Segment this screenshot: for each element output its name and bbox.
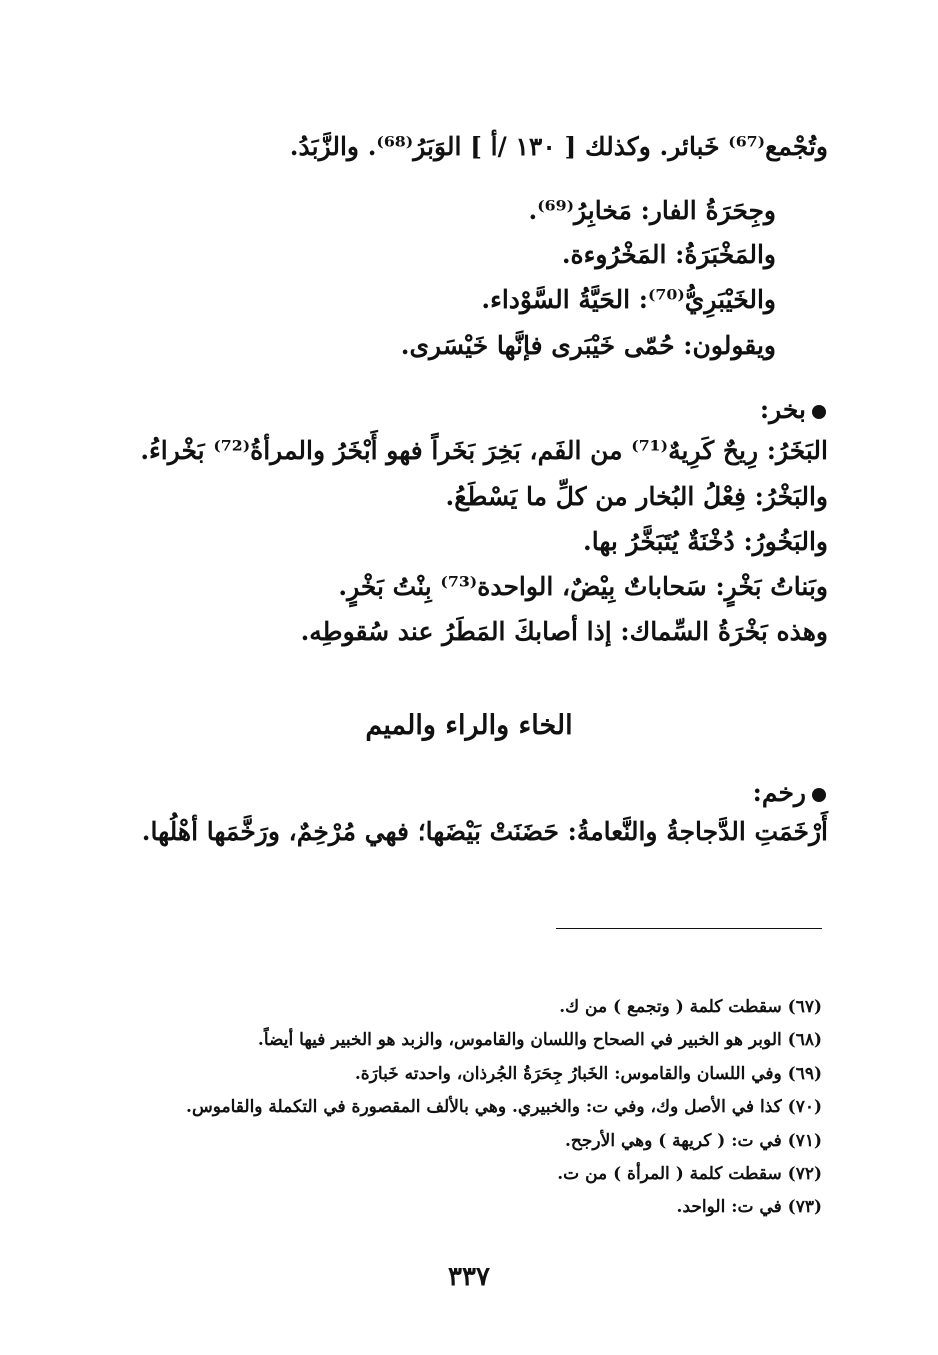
footnote-separator	[556, 928, 822, 929]
intro-line-2: وجِحَرَةُ الفار: مَخابِرُ⁽⁶⁹⁾.	[528, 196, 776, 225]
bakhr-line-5: وهذه بَخْرَةُ السِّماك: إذا أصابكَ المَطَرُ عند سُقوطِه.	[300, 617, 828, 646]
page-number: ٣٣٧	[448, 1262, 490, 1292]
footnote-72: (٧٢) سقطت كلمة ( المرأة ) من ت.	[557, 1164, 822, 1184]
footnote-70: (٧٠) كذا في الأصل وك، وفي ت: والخبيري. وهي بالألف المقصورة في التكملة والقاموس.	[186, 1097, 822, 1117]
entry-heading-rakhm: رخم:	[753, 778, 826, 807]
rakhm-line-1: أَرْخَمَتِ الدَّجاجةُ والنَّعامةُ: حَضَنَتْ بَيْضَها؛ فهي مُرْخِمٌ، ورَخَّمَها أهْلُها.	[141, 817, 828, 846]
bakhr-line-3: والبَخُورُ: دُخْنَةٌ يُتَبَخَّرُ بها.	[583, 527, 828, 556]
bullet-icon	[812, 788, 826, 802]
footnote-73: (٧٣) في ت: الواحد.	[676, 1197, 822, 1217]
footnote-71: (٧١) في ت: ( كريهة ) وهي الأرجح.	[565, 1131, 822, 1151]
intro-line-1: وتُجْمع⁽⁶⁷⁾ خَبائر. وكذلك [ ١٣٠ /أ ] الوَبَرُ⁽⁶⁸⁾. والزَّبَدُ.	[289, 132, 828, 161]
intro-line-4: والخَيْبَرِيُّ⁽⁷⁰⁾: الحَيَّةُ السَّوْداء.	[481, 285, 776, 314]
intro-line-3: والمَخْبَرَةُ: المَخْرُوءة.	[561, 240, 776, 269]
bakhr-line-1: البَخَرُ: رِيحٌ كَرِيهٌ⁽⁷¹⁾ من الفَم، بَخِرَ بَخَراً فهو أَبْخَرُ والمرأةُ⁽⁷²⁾ بَخْراءُ.	[140, 436, 828, 465]
bullet-icon	[812, 405, 826, 419]
bakhr-line-4: وبَناتُ بَخْرٍ: سَحاباتٌ بِيْضٌ، الواحدة⁽⁷³⁾ بِنْتُ بَخْرٍ.	[338, 572, 828, 601]
entry-heading-bakhr: بخر:	[760, 395, 826, 424]
footnote-69: (٦٩) وفي اللسان والقاموس: الخَبارُ جِحَرَةُ الجُرذان، واحدته خَبارَة.	[354, 1064, 822, 1084]
footnote-67: (٦٧) سقطت كلمة ( وتجمع ) من ك.	[559, 997, 822, 1017]
bakhr-line-2: والبَخْرُ: فِعْلُ البُخار من كلِّ ما يَسْطَعُ.	[445, 482, 828, 511]
section-title: الخاء والراء والميم	[365, 710, 573, 741]
footnote-68: (٦٨) الوبر هو الخبير في الصحاح واللسان والقاموس، والزبد هو الخبير فيها أيضاً.	[257, 1030, 822, 1050]
intro-line-5: ويقولون: حُمّى خَيْبَرى فإنَّها خَيْسَرى.	[400, 331, 776, 360]
